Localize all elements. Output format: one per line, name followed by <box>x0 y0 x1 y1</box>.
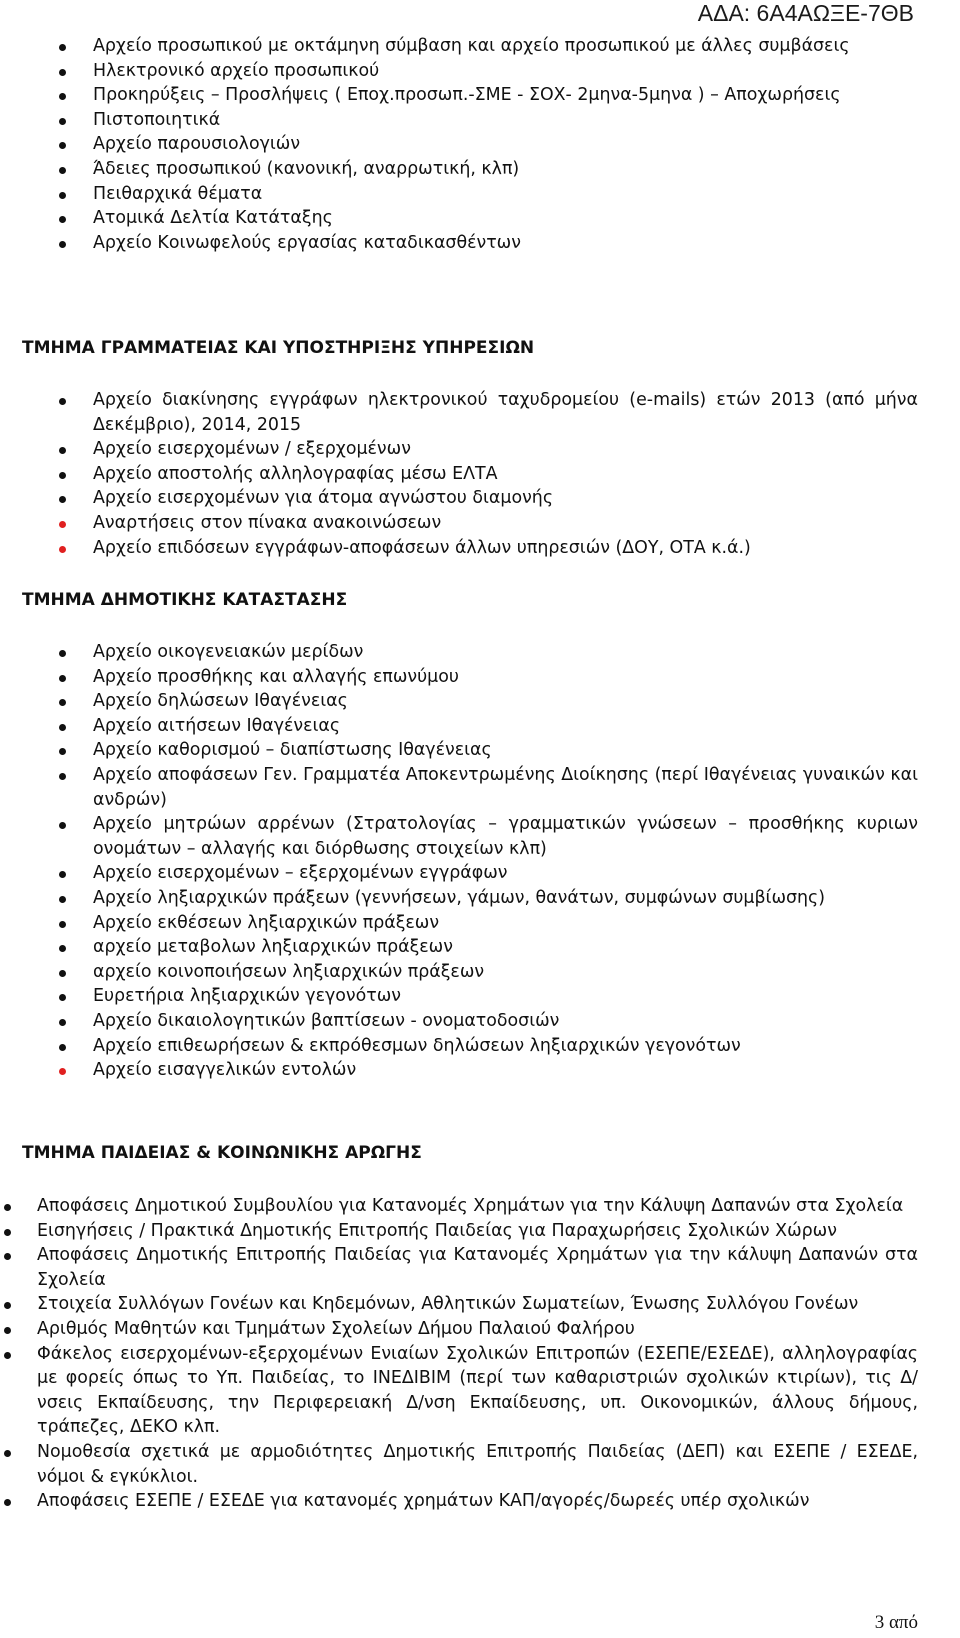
page-number: 3 από <box>874 1612 918 1633</box>
list-item: Αρχείο Κοινωφελούς εργασίας καταδικασθέντων <box>93 231 918 256</box>
list-item: Αρχείο αιτήσεων Ιθαγένειας <box>93 714 918 739</box>
list-item: Αρχείο δηλώσεων Ιθαγένειας <box>93 689 918 714</box>
list-item: Αρχείο προσθήκης και αλλαγής επωνύμου <box>93 665 918 690</box>
section-heading-civil-status: ΤΜΗΜΑ ΔΗΜΟΤΙΚΗΣ ΚΑΤΑΣΤΑΣΗΣ <box>22 590 348 610</box>
ada-code: ΑΔΑ: 6Α4ΑΩΞΕ-7ΘΒ <box>697 0 914 26</box>
list-item: Αποφάσεις Δημοτικής Επιτροπής Παιδείας για Κατανομές Χρημάτων για την κάλυψη Δαπανών στα Σχολεία <box>37 1243 918 1292</box>
list-item: Αρχείο παρουσιολογιών <box>93 132 918 157</box>
section-heading-education: ΤΜΗΜΑ ΠΑΙΔΕΙΑΣ & ΚΟΙΝΩΝΙΚΗΣ ΑΡΩΓΗΣ <box>22 1143 422 1163</box>
list-item: Νομοθεσία σχετικά με αρμοδιότητες Δημοτικής Επιτροπής Παιδείας (ΔΕΠ) και ΕΣΕΠΕ / ΕΣΕΔΕ, νόμοι & εγκύκλιοι. <box>37 1440 918 1489</box>
list-item: Πειθαρχικά θέματα <box>93 182 918 207</box>
education-list-section <box>0 1194 960 1514</box>
list-item: Αρχείο εκθέσεων ληξιαρχικών πράξεων <box>93 911 918 936</box>
list-item: αρχείο μεταβολων ληξιαρχικών πράξεων <box>93 935 918 960</box>
list-item: Αρχείο καθορισμού – διαπίστωσης Ιθαγένειας <box>93 738 918 763</box>
list-item: Άδειες προσωπικού (κανονική, αναρρωτική, κλπ) <box>93 157 918 182</box>
list-item: Προκηρύξεις – Προσλήψεις ( Εποχ.προσωπ.-ΣΜΕ - ΣΟΧ- 2μηνα-5μηνα ) – Αποχωρήσεις <box>93 83 918 108</box>
list-item: Ηλεκτρονικό αρχείο προσωπικού <box>93 59 918 84</box>
list-item: Αρχείο εισερχομένων για άτομα αγνώστου διαμονής <box>93 486 918 511</box>
section-heading-secretariat: ΤΜΗΜΑ ΓΡΑΜΜΑΤΕΙΑΣ ΚΑΙ ΥΠΟΣΤΗΡΙΞΗΣ ΥΠΗΡΕΣΙΩΝ <box>22 338 535 358</box>
list-item: Αρχείο αποστολής αλληλογραφίας μέσω ΕΛΤΑ <box>93 462 918 487</box>
secretariat-list <box>0 388 960 560</box>
list-item: αρχείο κοινοποιήσεων ληξιαρχικών πράξεων <box>93 960 918 985</box>
civil-status-list <box>0 640 960 1083</box>
list-item: Αρχείο εισερχομένων / εξερχομένων <box>93 437 918 462</box>
list-item: Αρχείο ληξιαρχικών πράξεων (γεννήσεων, γάμων, θανάτων, συμφώνων συμβίωσης) <box>93 886 918 911</box>
list-item: Αναρτήσεις στον πίνακα ανακοινώσεων <box>93 511 918 536</box>
secretariat-list-section <box>0 388 960 560</box>
list-item: Αρχείο διακίνησης εγγράφων ηλεκτρονικού ταχυδρομείου (e-mails) ετών 2013 (από μήνα Δεκέμβριο), 2014, 2015 <box>93 388 918 437</box>
list-item: Αποφάσεις ΕΣΕΠΕ / ΕΣΕΔΕ για κατανομές χρημάτων ΚΑΠ/αγορές/δωρεές υπέρ σχολικών <box>37 1489 918 1514</box>
list-item: Στοιχεία Συλλόγων Γονέων και Κηδεμόνων, Αθλητικών Σωματείων, Ένωσης Συλλόγου Γονέων <box>37 1292 918 1317</box>
list-item: Αριθμός Μαθητών και Τμημάτων Σχολείων Δήμου Παλαιού Φαλήρου <box>37 1317 918 1342</box>
list-item: Πιστοποιητικά <box>93 108 918 133</box>
list-item: Αρχείο εισαγγελικών εντολών <box>93 1058 918 1083</box>
list-item: Ατομικά Δελτία Κατάταξης <box>93 206 918 231</box>
list-item: Αποφάσεις Δημοτικού Συμβουλίου για Κατανομές Χρημάτων για την Κάλυψη Δαπανών στα Σχολεία <box>37 1194 918 1219</box>
intro-list <box>0 34 960 255</box>
list-item: Αρχείο δικαιολογητικών βαπτίσεων - ονοματοδοσιών <box>93 1009 918 1034</box>
list-item: Αρχείο επιδόσεων εγγράφων-αποφάσεων άλλων υπηρεσιών (ΔΟΥ, ΟΤΑ κ.ά.) <box>93 536 918 561</box>
list-item: Αρχείο οικογενειακών μερίδων <box>93 640 918 665</box>
list-item: Αρχείο μητρώων αρρένων (Στρατολογίας – γραμματικών γνώσεων – προσθήκης κυριων ονομάτων – αλλαγής και διόρθωσης στοιχείων κλπ) <box>93 812 918 861</box>
list-item: Ευρετήρια ληξιαρχικών γεγονότων <box>93 984 918 1009</box>
list-item: Αρχείο προσωπικού με οκτάμηνη σύμβαση και αρχείο προσωπικού με άλλες συμβάσεις <box>93 34 918 59</box>
list-item: Αρχείο επιθεωρήσεων & εκπρόθεσμων δηλώσεων ληξιαρχικών γεγονότων <box>93 1034 918 1059</box>
list-item: Αρχείο αποφάσεων Γεν. Γραμματέα Αποκεντρωμένης Διοίκησης (περί Ιθαγένειας γυναικών και ανδρών) <box>93 763 918 812</box>
list-item: Φάκελος εισερχομένων-εξερχομένων Ενιαίων Σχολικών Επιτροπών (ΕΣΕΠΕ/ΕΣΕΔΕ), αλληλογραφίας με φορείς όπως το Υπ. Παιδείας, το ΙΝΕΔΙΒΙΜ (περί των καθαριστριών σχολικών κτιρίων), τις Δ/νσεις Εκπαίδευσης, την Περιφερειακή Δ/νση Εκπαίδευσης, υπ. Οικονομικών, άλλους δήμους, τράπεζες, ΔΕΚΟ κλπ. <box>37 1342 918 1440</box>
list-item: Αρχείο εισερχομένων – εξερχομένων εγγράφων <box>93 861 918 886</box>
list-item: Εισηγήσεις / Πρακτικά Δημοτικής Επιτροπής Παιδείας για Παραχωρήσεις Σχολικών Χώρων <box>37 1219 918 1244</box>
civil-status-list-section <box>0 640 960 1083</box>
education-list <box>0 1194 960 1514</box>
intro-list-section <box>0 34 960 255</box>
